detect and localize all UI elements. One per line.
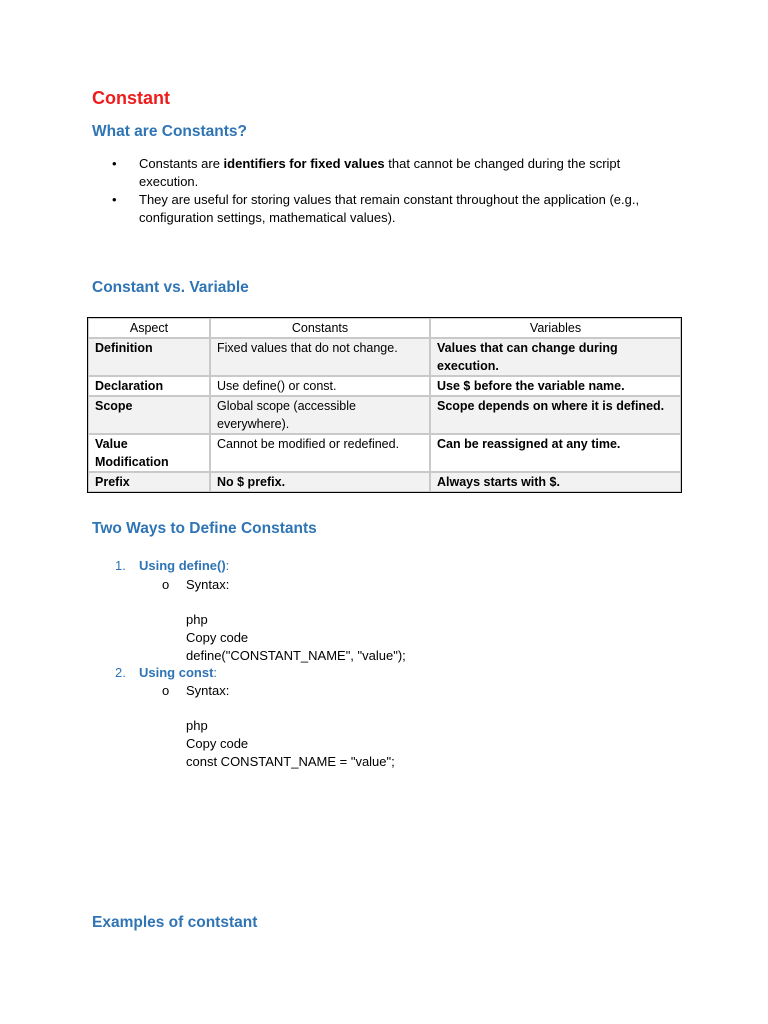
bullet-item [112, 155, 672, 191]
list-item [115, 557, 229, 575]
what-heading: What are Constants? [92, 123, 248, 140]
sub-item [162, 682, 229, 700]
cell-aspect: Prefix [88, 472, 210, 492]
document-title: Constant [92, 88, 170, 108]
cell-aspect: Value Modification [88, 434, 210, 472]
table-row [88, 472, 681, 492]
cell-constants: Fixed values that do not change. [210, 338, 430, 376]
sub-marker: o [162, 683, 170, 698]
table-row [88, 338, 681, 376]
sub-marker: o [162, 577, 170, 592]
comparison-table [87, 317, 682, 493]
column-header-aspect: Aspect [88, 318, 210, 338]
list-number: 1. [115, 558, 126, 573]
cell-variables: Use $ before the variable name. [430, 376, 681, 396]
bullet2-text: They are useful for storing values that remain constant throughout the application (e.g., configuration settings, mathematical values). [139, 192, 640, 225]
ways-heading: Two Ways to Define Constants [92, 520, 317, 537]
bullet-glyph: • [112, 192, 117, 207]
cell-variables: Values that can change during execution. [430, 338, 681, 376]
sub-label: Syntax: [186, 683, 230, 698]
list-label: Using define() [139, 558, 226, 573]
bullet1-pre: Constants are [139, 156, 224, 171]
cell-aspect: Definition [88, 338, 210, 376]
cell-aspect: Declaration [88, 376, 210, 396]
table-row [88, 434, 681, 472]
cell-aspect: Scope [88, 396, 210, 434]
examples-heading: Examples of contstant [92, 914, 258, 931]
cell-variables: Always starts with $. [430, 472, 681, 492]
cell-constants: No $ prefix. [210, 472, 430, 492]
copy-code-label: Copy code [186, 736, 249, 751]
cell-constants: Cannot be modified or redefined. [210, 434, 430, 472]
sub-label: Syntax: [186, 577, 230, 592]
bullet1-bold: identifiers for fixed values [223, 156, 385, 171]
list-colon: : [225, 558, 230, 573]
column-header-variables: Variables [430, 318, 681, 338]
cell-variables: Can be reassigned at any time. [430, 434, 681, 472]
list-item [115, 664, 217, 682]
versus-heading: Constant vs. Variable [92, 279, 249, 296]
table-row [88, 376, 681, 396]
code-lang: php [186, 612, 208, 627]
bullet-glyph: • [112, 156, 117, 171]
column-header-constants: Constants [210, 318, 430, 338]
list-number: 2. [115, 665, 126, 680]
copy-code-label: Copy code [186, 630, 249, 645]
table-header-row [88, 318, 681, 338]
what-bullets [112, 155, 672, 227]
bullet1-post: that cannot be changed during the script execution. [139, 156, 621, 189]
code-lang: php [186, 718, 208, 733]
code-line: const CONSTANT_NAME = "value"; [186, 754, 395, 769]
list-colon: : [213, 665, 218, 680]
table-row [88, 396, 681, 434]
cell-variables: Scope depends on where it is defined. [430, 396, 681, 434]
list-label: Using const [139, 665, 214, 680]
code-line: define("CONSTANT_NAME", "value"); [186, 648, 406, 663]
sub-item [162, 576, 229, 594]
bullet-item [112, 191, 672, 227]
cell-constants: Global scope (accessible everywhere). [210, 396, 430, 434]
cell-constants: Use define() or const. [210, 376, 430, 396]
